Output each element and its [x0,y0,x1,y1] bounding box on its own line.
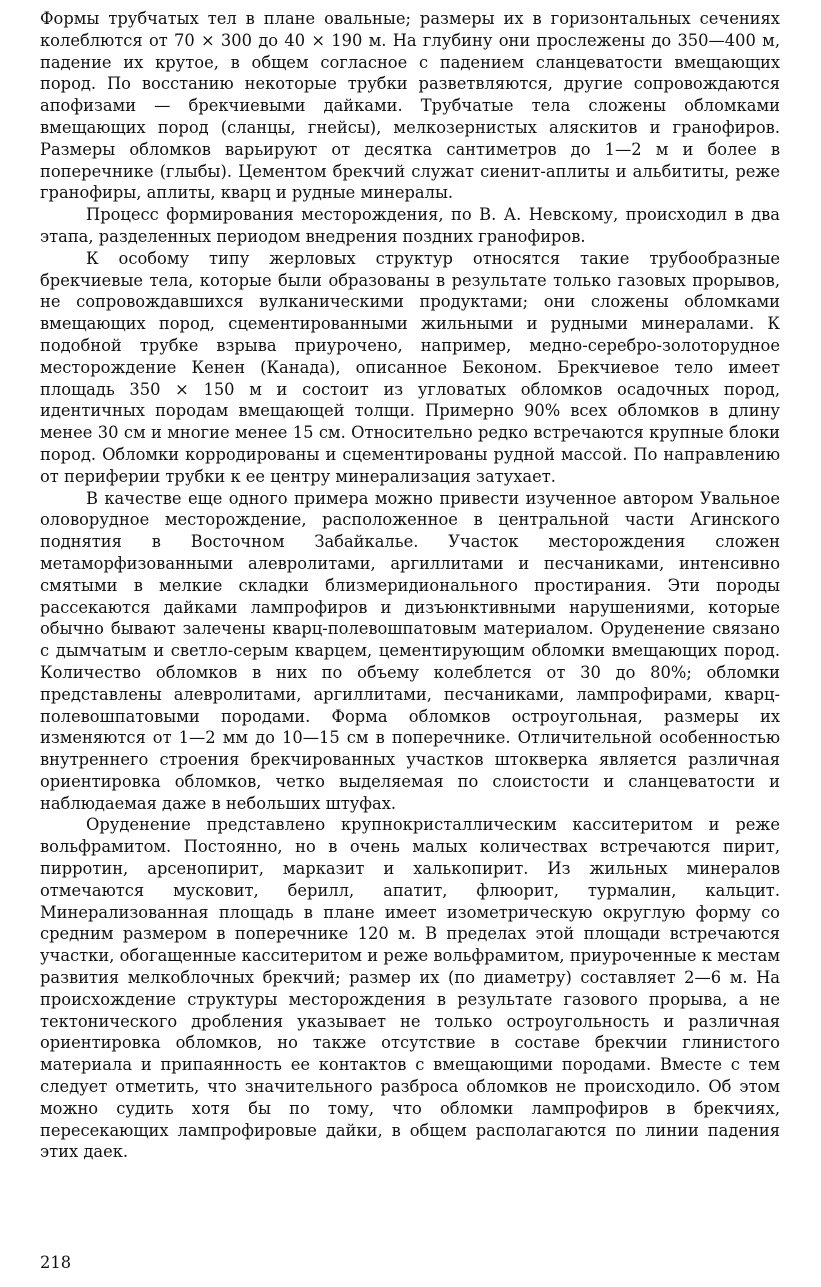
paragraph-2: Процесс формирования месторождения, по В. А. Невскому, происходил в два этапа, разделенных периодом внедрения поздних гранофиров. [40,205,780,246]
page-text [40,8,780,1163]
page-number: 218 [40,1253,72,1272]
paragraph-3: К особому типу жерловых структур относятся такие трубообразные брекчиевые тела, которые были образованы в результате только газовых прорывов, не сопровождавшихся вулканическими продуктами; они сложены обломками вмещающих пород, сцементированными жильными и рудными минералами. К подобной трубке взрыва приурочено, например, медно-серебро-золоторудное месторождение Кенен (Канада), описанное Беконом. Брекчиевое тело имеет площадь 350 × 150 м и состоит из угловатых обломков осадочных пород, идентичных породам вмещающей толщи. Примерно 90% всех обломков в длину менее 30 см и многие менее 15 см. Относительно редко встречаются крупные блоки пород. Обломки корродированы и сцементированы рудной массой. По направлению от периферии трубки к ее центру минерализация затухает. [40,248,780,486]
paragraph-5: Оруденение представлено крупнокристаллическим касситеритом и реже вольфрамитом. Постоянно, но в очень малых количествах встречаются пирит, пирротин, арсенопирит, марказит и халькопирит. Из жильных минералов отмечаются мусковит, берилл, апатит, флюорит, турмалин, кальцит. Минерализованная площадь в плане имеет изометрическую округлую форму со средним размером в поперечнике 120 м. В пределах этой площади встречаются участки, обогащенные касситеритом и реже вольфрамитом, приуроченные к местам развития мелкоблочных брекчий; размер их (по диаметру) составляет 2—6 м. На происхождение структуры месторождения в результате газового прорыва, а не тектонического дробления указывает не только остроугольность и различная ориентировка обломков, но также отсутствие в составе брекчии глинистого материала и припаянность ее контактов с вмещающими породами. Вместе с тем следует отметить, что значительного разброса обломков не происходило. Об этом можно судить хотя бы по тому, что обломки лампрофиров в брекчиях, пересекающих лампрофировые дайки, в общем располагаются по линии падения этих даек. [40,815,780,1162]
paragraph-1: Формы трубчатых тел в плане овальные; размеры их в горизонтальных сечениях колеблются от 70 × 300 до 40 × 190 м. На глубину они прослежены до 350—400 м, падение их крутое, в общем согласное с падением сланцеватости вмещающих пород. По восстанию некоторые трубки разветвляются, другие сопровождаются апофизами — брекчиевыми дайками. Трубчатые тела сложены обломками вмещающих пород (сланцы, гнейсы), мелкозернистых аляскитов и гранофиров. Размеры обломков варьируют от десятка сантиметров до 1—2 м и более в поперечнике (глыбы). Цементом брекчий служат сиенит-аплиты и альбититы, реже гранофиры, аплиты, кварц и рудные минералы. [40,9,780,203]
paragraph-4: В качестве еще одного примера можно привести изученное автором Увальное оловорудное месторождение, расположенное в центральной части Агинского поднятия в Восточном Забайкалье. Участок месторождения сложен метаморфизованными алевролитами, аргиллитами и песчаниками, интенсивно смятыми в мелкие складки близмеридионального простирания. Эти породы рассекаются дайками лампрофиров и дизъюнктивными нарушениями, которые обычно бывают залечены кварц-полевошпатовым материалом. Оруденение связано с дымчатым и светло-серым кварцем, цементирующим обломки вмещающих пород. Количество обломков в них по объему колеблется от 30 до 80%; обломки представлены алевролитами, аргиллитами, песчаниками, лампрофирами, кварц-полевошпатовыми породами. Форма обломков остроугольная, размеры их изменяются от 1—2 мм до 10—15 см в поперечнике. Отличительной особенностью внутреннего строения брекчированных участков штокверка является различная ориентировка обломков, четко выделяемая по слоистости и сланцеватости и наблюдаемая даже в небольших штуфах. [40,488,780,813]
